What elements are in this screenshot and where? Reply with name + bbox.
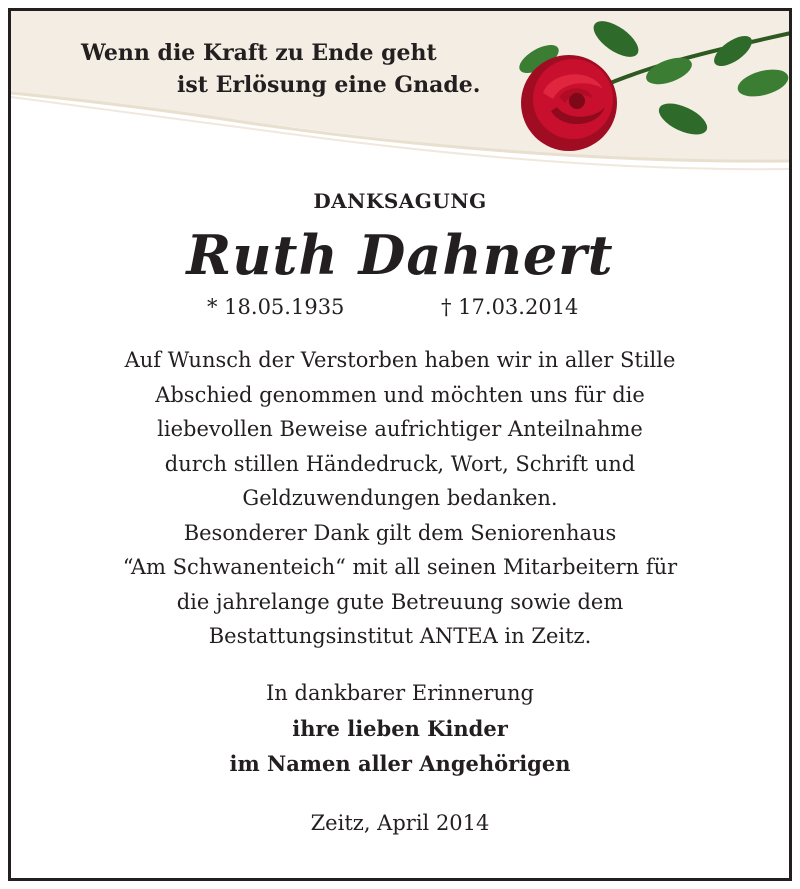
text-line: die jahrelange gute Betreuung sowie dem [176,589,624,614]
thanks-text [11,343,789,654]
place-date: Zeitz, April 2014 [310,810,490,835]
text-line: “Am Schwanenteich“ mit all seinen Mitarbeitern für [122,555,678,579]
text-line: liebevollen Beweise aufrichtiger Anteilnahme [157,417,643,441]
text-line: Bestattungsinstitut ANTEA in Zeitz. [208,624,592,648]
text-line: Auf Wunsch der Verstorben haben wir in aller Stille [124,348,676,372]
closing-line-1: In dankbarer Erinnerung [266,680,534,705]
text-line: durch stillen Händedruck, Wort, Schrift und [164,451,636,476]
closing-line-3: im Namen aller Angehörigen [229,750,571,776]
life-dates [11,295,789,323]
text-line: Geldzuwendungen bedanken. [242,486,558,510]
death-date: † 17.03.2014 [441,295,579,319]
motto-line-2: ist Erlösung eine Gnade. [177,72,481,98]
closing [11,676,789,781]
heading: DANKSAGUNG [313,189,487,213]
motto-line-1: Wenn die Kraft zu Ende geht [81,40,437,66]
text-line: Besonderer Dank gilt dem Seniorenhaus [183,520,617,545]
obituary-card [8,8,792,881]
closing-line-2: ihre lieben Kinder [292,715,508,741]
rose-icon [501,11,792,176]
birth-date: * 18.05.1935 [207,295,345,319]
deceased-name: Ruth Dahnert [186,223,614,287]
obituary-content [11,181,789,835]
text-line: Abschied genommen und möchten uns für die [155,382,645,407]
